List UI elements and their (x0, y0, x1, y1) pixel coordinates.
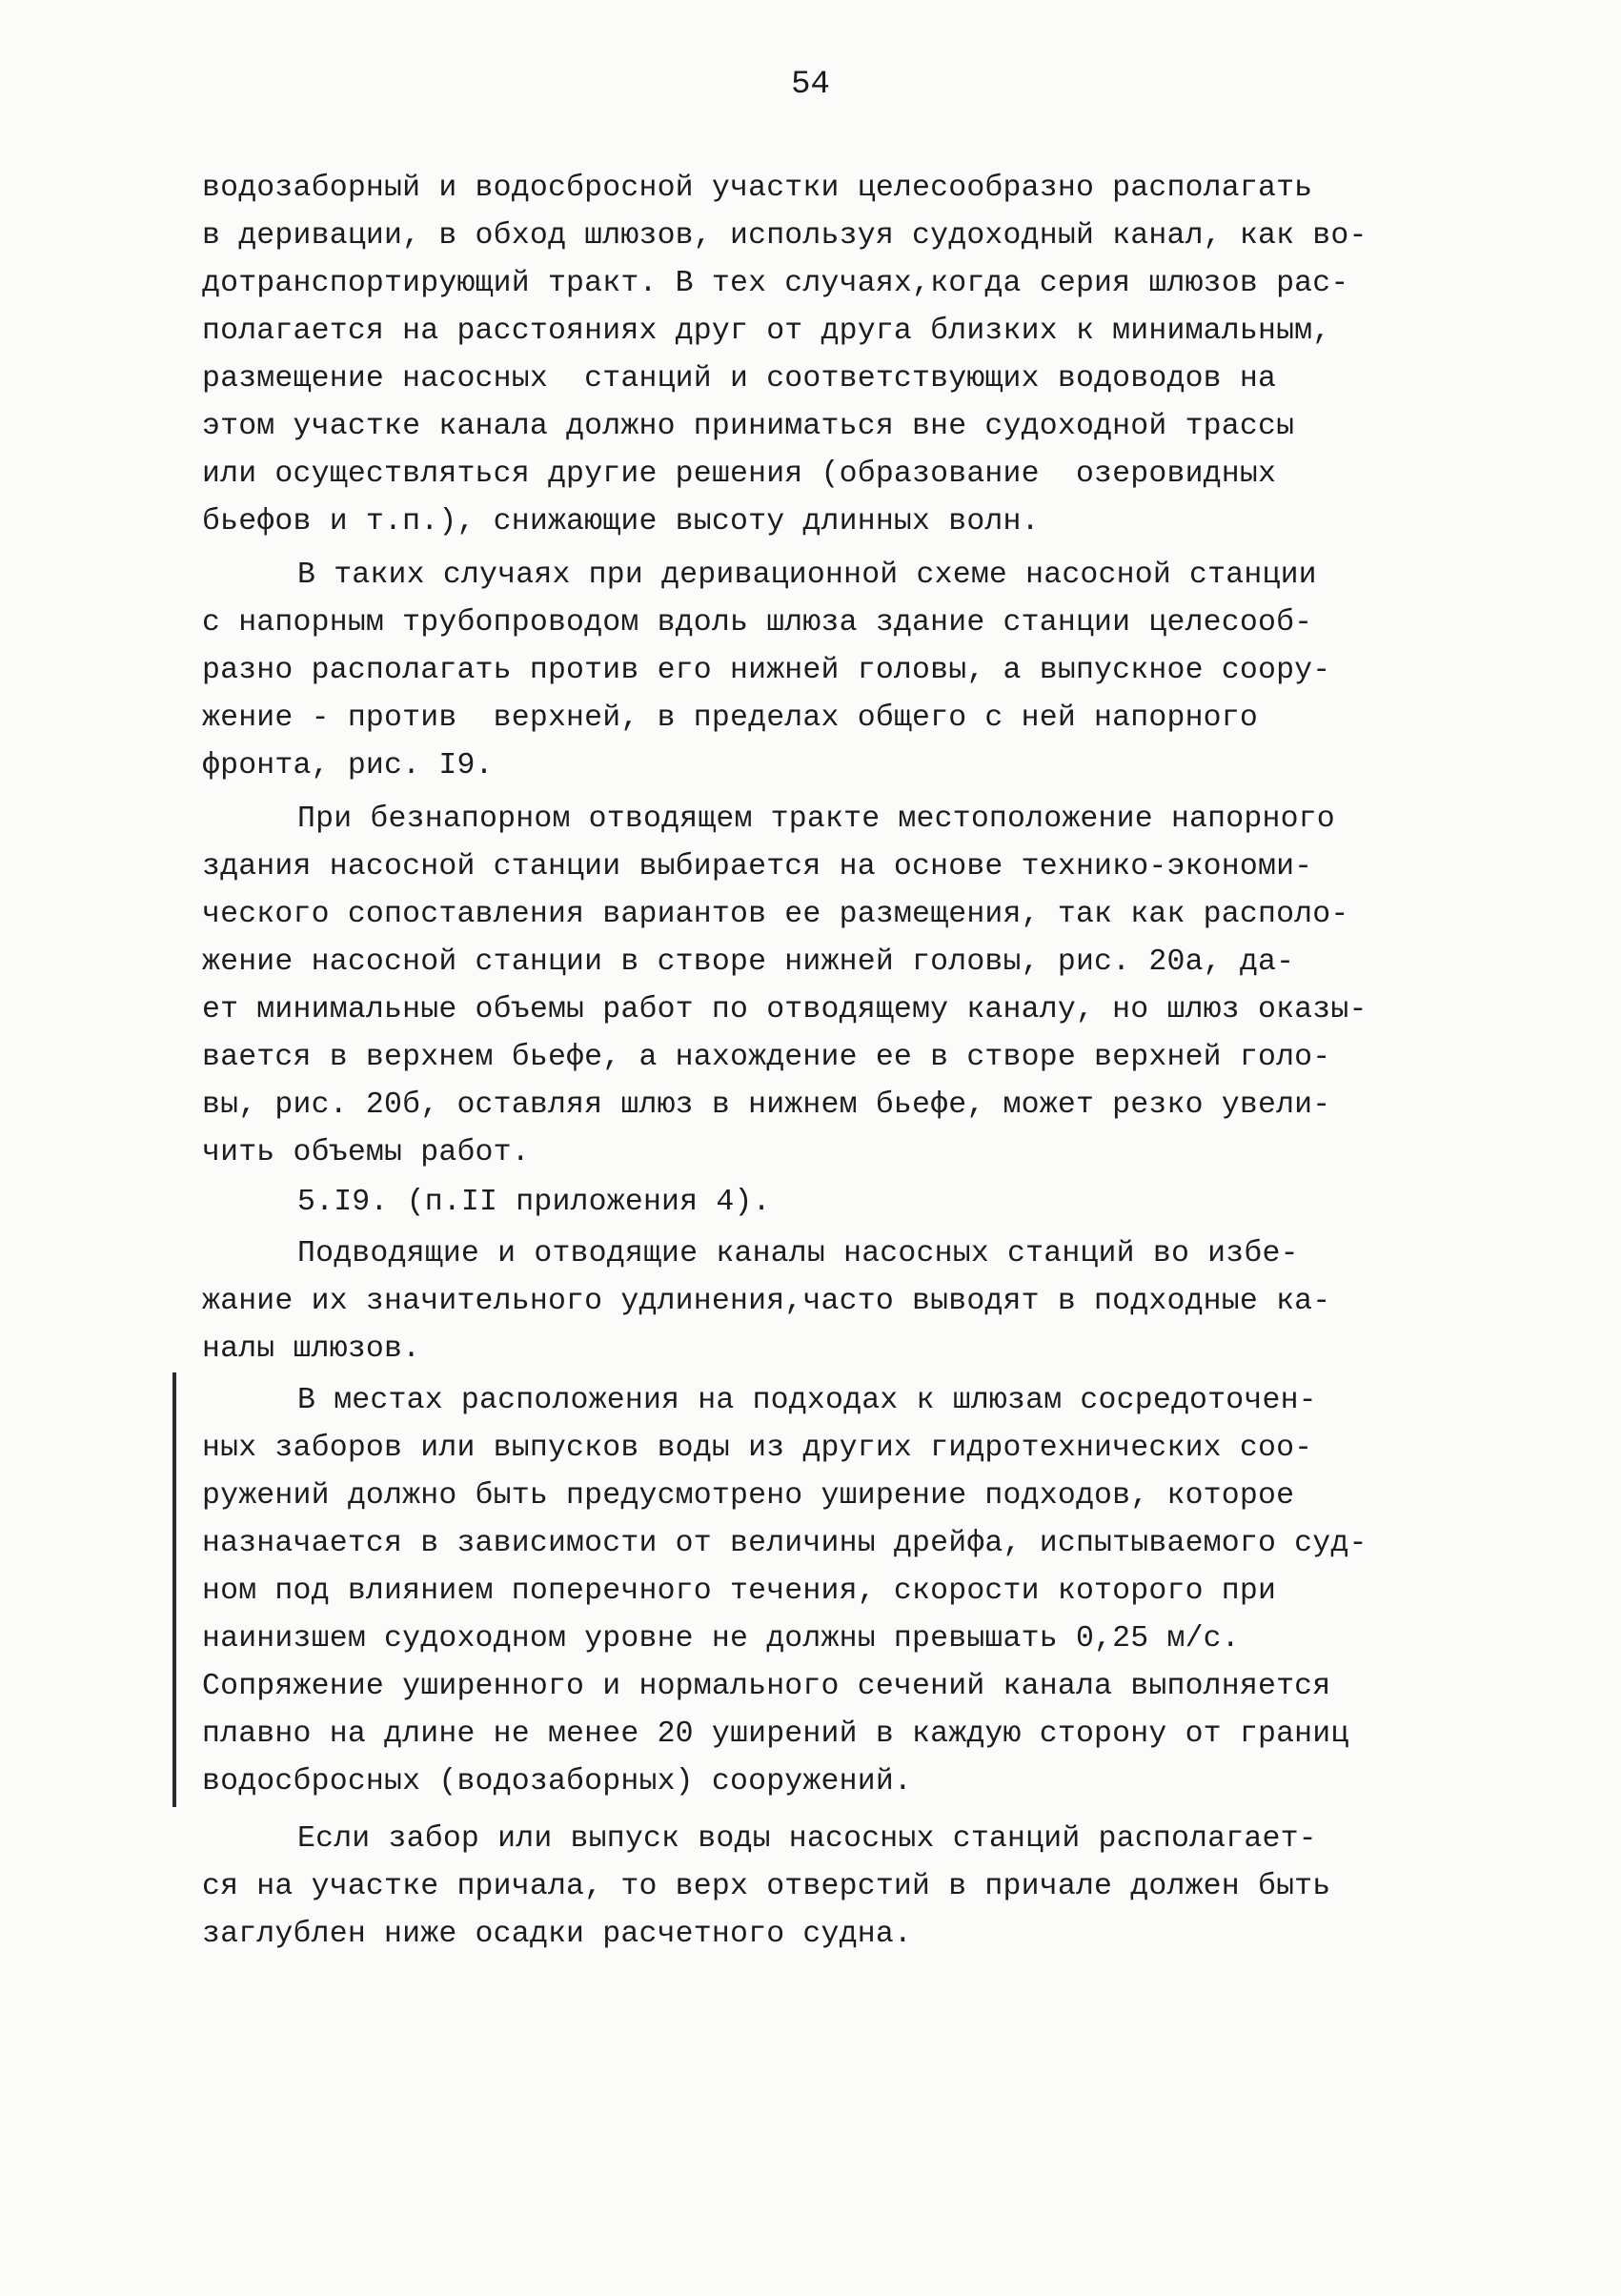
text-line: Если забор или выпуск воды насосных станций располагает- (297, 1822, 1317, 1856)
text-line: дотранспортирующий тракт. В тех случаях,когда серия шлюзов рас- (202, 267, 1349, 300)
text-line: В местах расположения на подходах к шлюзам сосредоточен- (297, 1384, 1317, 1417)
text-line: ет минимальные объемы работ по отводящему каналу, но шлюз оказы- (202, 993, 1368, 1026)
text-line: При безнапорном отводящем тракте местоположение напорного (297, 803, 1335, 836)
text-line: ческого сопоставления вариантов ее размещения, так как располо- (202, 898, 1349, 931)
text-line: этом участке канала должно приниматься вне судоходной трассы (202, 410, 1295, 443)
text-line: плавно на длине не менее 20 уширений в каждую сторону от границ (202, 1717, 1349, 1751)
text-line: в деривации, в обход шлюзов, используя судоходный канал, как во- (202, 219, 1368, 253)
text-line: ся на участке причала, то верх отверстий в причале должен быть (202, 1870, 1331, 1903)
text-line: разно располагать против его нижней головы, а выпускное соору- (202, 654, 1331, 687)
text-line: ных заборов или выпусков воды из других гидротехнических соо- (202, 1432, 1313, 1465)
text-line: полагается на расстояниях друг от друга близких к минимальным, (202, 315, 1331, 348)
text-line: здания насосной станции выбирается на основе технико-экономи- (202, 850, 1313, 884)
text-line: водозаборный и водосбросной участки целесообразно располагать (202, 172, 1313, 205)
page-number: 54 (791, 67, 830, 103)
revision-margin-bar (172, 1372, 176, 1807)
text-line: вается в верхнем бьефе, а нахождение ее в створе верхней голо- (202, 1041, 1331, 1074)
text-line: Подводящие и отводящие каналы насосных станций во избе- (297, 1237, 1299, 1270)
text-line: налы шлюзов. (202, 1332, 421, 1366)
text-line: ном под влиянием поперечного течения, скорости которого при (202, 1575, 1277, 1608)
text-line: бьефов и т.п.), снижающие высоту длинных волн. (202, 505, 1040, 538)
text-line: фронта, рис. I9. (202, 749, 494, 782)
section-reference: 5.I9. (п.II приложения 4). (297, 1186, 771, 1219)
text-line: жение - против верхней, в пределах общего с ней напорного (202, 701, 1258, 735)
text-line: или осуществляться другие решения (образование озеровидных (202, 457, 1277, 491)
text-line: Сопряжение уширенного и нормального сечений канала выполняется (202, 1670, 1331, 1703)
text-line: жание их значительного удлинения,часто выводят в подходные ка- (202, 1285, 1331, 1318)
text-line: заглублен ниже осадки расчетного судна. (202, 1918, 913, 1951)
text-line: вы, рис. 20б, оставляя шлюз в нижнем бьефе, может резко увели- (202, 1088, 1331, 1122)
text-line: В таких случаях при деривационной схеме насосной станции (297, 559, 1317, 592)
text-line: с напорным трубопроводом вдоль шлюза здание станции целесооб- (202, 606, 1313, 640)
text-line: чить объемы работ. (202, 1136, 530, 1169)
text-line: наинизшем судоходном уровне не должны превышать 0,25 м/с. (202, 1622, 1240, 1656)
text-line: водосбросных (водозаборных) сооружений. (202, 1765, 913, 1798)
text-line: размещение насосных станций и соответствующих водоводов на (202, 362, 1277, 396)
text-line: жение насосной станции в створе нижней головы, рис. 20а, да- (202, 945, 1295, 979)
text-line: ружений должно быть предусмотрено уширение подходов, которое (202, 1479, 1295, 1513)
text-line: назначается в зависимости от величины дрейфа, испытываемого суд- (202, 1527, 1368, 1560)
